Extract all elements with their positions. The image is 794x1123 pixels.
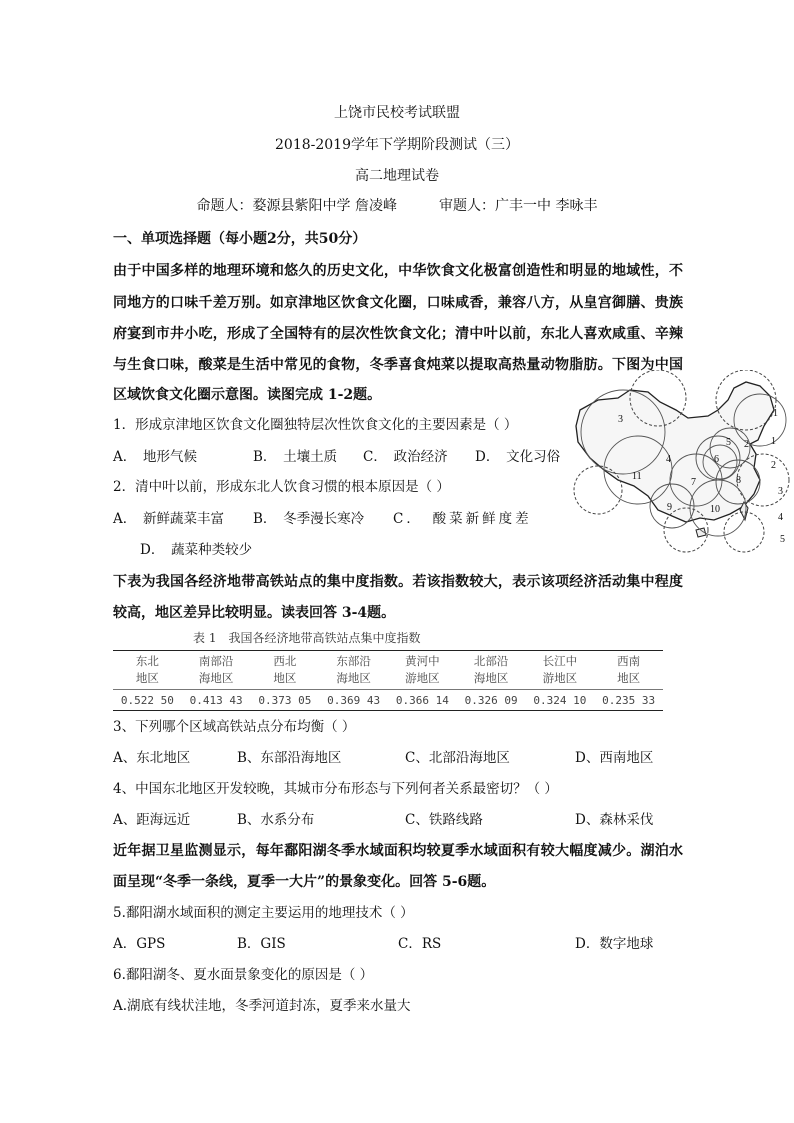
table-cell: 0.324 10 xyxy=(533,694,587,707)
passage3-line: 近年据卫星监测显示，每年鄱阳湖冬季水域面积均较夏季水域面积有较大幅度减少。湖泊水 xyxy=(113,843,683,859)
table-row xyxy=(113,690,663,710)
q3-option-d[interactable]: D、西南地区 xyxy=(575,750,654,766)
china-outline xyxy=(576,382,774,522)
table-cell: 0.235 33 xyxy=(602,694,656,707)
table-header: 南部沿 xyxy=(198,654,234,668)
table-cell: 0.373 05 xyxy=(258,694,312,707)
q5-option-c[interactable]: C．RS xyxy=(398,936,442,952)
map-label-8: 8 xyxy=(736,475,741,486)
table-header: 地区 xyxy=(594,670,663,690)
map-outer-label-2: 2 xyxy=(771,460,776,471)
q4-stem: 4、中国东北地区开发较晚，其城市分布形态与下列何者关系最密切？（ ） xyxy=(113,781,558,797)
q1-option-a[interactable]: A． 地形气候 xyxy=(113,449,197,465)
section-title: 一、单项选择题（每小题2分，共50分） xyxy=(113,231,367,247)
food-culture-map xyxy=(568,370,794,556)
q1-option-c[interactable]: C． 政治经济 xyxy=(363,449,448,465)
q6-stem: 6.鄱阳湖冬、夏水面景象变化的原因是（ ） xyxy=(113,967,374,983)
table-header: 海地区 xyxy=(457,670,526,690)
q3-stem: 3、下列哪个区域高铁站点分布均衡（ ） xyxy=(113,719,356,735)
table-cell: 0.522 50 xyxy=(120,694,174,707)
table-cell: 0.413 43 xyxy=(189,694,243,707)
map-label-1: 1 xyxy=(773,408,778,419)
q2-option-c[interactable]: C． 酸菜新鲜度差 xyxy=(393,511,532,527)
dashed-circle-west xyxy=(574,466,622,514)
table-cell: 0.326 09 xyxy=(464,694,518,707)
q3-option-b[interactable]: B、东部沿海地区 xyxy=(237,750,342,766)
q5-option-b[interactable]: B．GIS xyxy=(237,936,286,952)
q5-option-a[interactable]: A．GPS xyxy=(113,936,166,952)
map-label-3: 3 xyxy=(618,414,623,425)
table-cell: 0.369 43 xyxy=(327,694,381,707)
q1-stem: 1．形成京津地区饮食文化圈独特层次性饮食文化的主要因素是（ ） xyxy=(113,417,518,433)
exam-authors: 命题人：婺源县紫阳中学 詹凌峰 审题人：广丰一中 李咏丰 xyxy=(196,198,598,214)
table-header: 东北 xyxy=(135,654,159,668)
table-header: 东部沿 xyxy=(336,654,371,668)
exam-org: 上饶市民校考试联盟 xyxy=(334,105,460,121)
table-header: 游地区 xyxy=(388,670,457,690)
q3-option-c[interactable]: C、北部沿海地区 xyxy=(405,750,510,766)
passage1-line: 区域饮食文化圈示意图。读图完成 1-2题。 xyxy=(113,387,382,403)
passage1-line: 同地方的口味千差万别。如京津地区饮食文化圈，口味咸香，兼容八方，从皇宫御膳、贵族 xyxy=(113,295,683,311)
exam-subject: 高二地理试卷 xyxy=(355,168,439,184)
table-header: 游地区 xyxy=(526,670,595,690)
table-caption: 表 1 我国各经济地带高铁站点集中度指数 xyxy=(193,631,421,645)
table-header: 北部沿 xyxy=(473,654,509,668)
table-header: 西北 xyxy=(273,654,297,668)
table-header-row-top xyxy=(113,651,663,670)
q4-option-d[interactable]: D、森林采伐 xyxy=(575,812,654,828)
q2-option-a[interactable]: A． 新鲜蔬菜丰富 xyxy=(113,511,224,527)
passage2-line: 下表为我国各经济地带高铁站点的集中度指数。若该指数较大，表示该项经济活动集中程度 xyxy=(113,574,683,590)
map-outer-label-5: 5 xyxy=(780,534,785,545)
map-label-5: 5 xyxy=(726,437,731,448)
table-header: 地区 xyxy=(251,670,320,690)
map-label-11: 11 xyxy=(632,471,642,482)
map-label-6: 6 xyxy=(714,454,719,465)
map-outer-label-1: 1 xyxy=(771,436,776,447)
q5-option-d[interactable]: D．数字地球 xyxy=(575,936,654,952)
q4-option-b[interactable]: B、水系分布 xyxy=(237,812,315,828)
table-header: 海地区 xyxy=(182,670,251,690)
q1-option-b[interactable]: B． 土壤土质 xyxy=(253,449,338,465)
map-outer-label-3: 3 xyxy=(778,486,783,497)
q2-option-b[interactable]: B． 冬季漫长寒冷 xyxy=(253,511,365,527)
table-header: 地区 xyxy=(113,670,182,690)
passage1-line: 与生食口味，酸菜是生活中常见的食物，冬季喜食炖菜以提取高热量动物脂肪。下图为中国 xyxy=(113,357,683,373)
table-header: 长江中 xyxy=(542,654,578,668)
table-header-row-bottom xyxy=(113,670,663,690)
table-cell: 0.366 14 xyxy=(395,694,449,707)
q3-option-a[interactable]: A、东北地区 xyxy=(113,750,191,766)
map-label-7: 7 xyxy=(691,477,696,488)
passage2-line: 较高，地区差异比较明显。读表回答 3-4题。 xyxy=(113,605,396,621)
q1-option-d[interactable]: D． 文化习俗 xyxy=(475,449,561,465)
map-outer-label-4: 4 xyxy=(778,512,783,523)
map-label-9: 9 xyxy=(667,502,672,513)
q5-stem: 5.鄱阳湖水域面积的测定主要运用的地理技术（ ） xyxy=(113,905,414,921)
q6-option-a[interactable]: A.湖底有线状洼地，冬季河道封冻，夏季来水量大 xyxy=(113,998,411,1014)
table-header: 黄河中 xyxy=(405,654,440,668)
map-label-2: 2 xyxy=(744,439,749,450)
table-header: 海地区 xyxy=(319,670,388,690)
q4-option-a[interactable]: A、距海远近 xyxy=(113,812,191,828)
map-label-4: 4 xyxy=(666,454,671,465)
q4-option-c[interactable]: C、铁路线路 xyxy=(405,812,483,828)
q2-stem: 2．清中叶以前，形成东北人饮食习惯的根本原因是（ ） xyxy=(113,479,450,495)
q2-option-d[interactable]: D． 蔬菜种类较少 xyxy=(140,542,253,558)
passage3-line: 面呈现“冬季一条线，夏季一大片”的景象变化。回答 5-6题。 xyxy=(113,874,496,890)
passage1-line: 府宴到市井小吃，形成了全国特有的层次性饮食文化；清中叶以前，东北人喜欢咸重、辛辣 xyxy=(113,326,683,342)
passage1-line: 由于中国多样的地理环境和悠久的历史文化，中华饮食文化极富创造性和明显的地域性，不 xyxy=(113,263,683,279)
exam-term: 2018-2019学年下学期阶段测试（三） xyxy=(275,137,519,153)
map-label-10: 10 xyxy=(710,504,720,515)
table-header: 西南 xyxy=(617,654,641,668)
